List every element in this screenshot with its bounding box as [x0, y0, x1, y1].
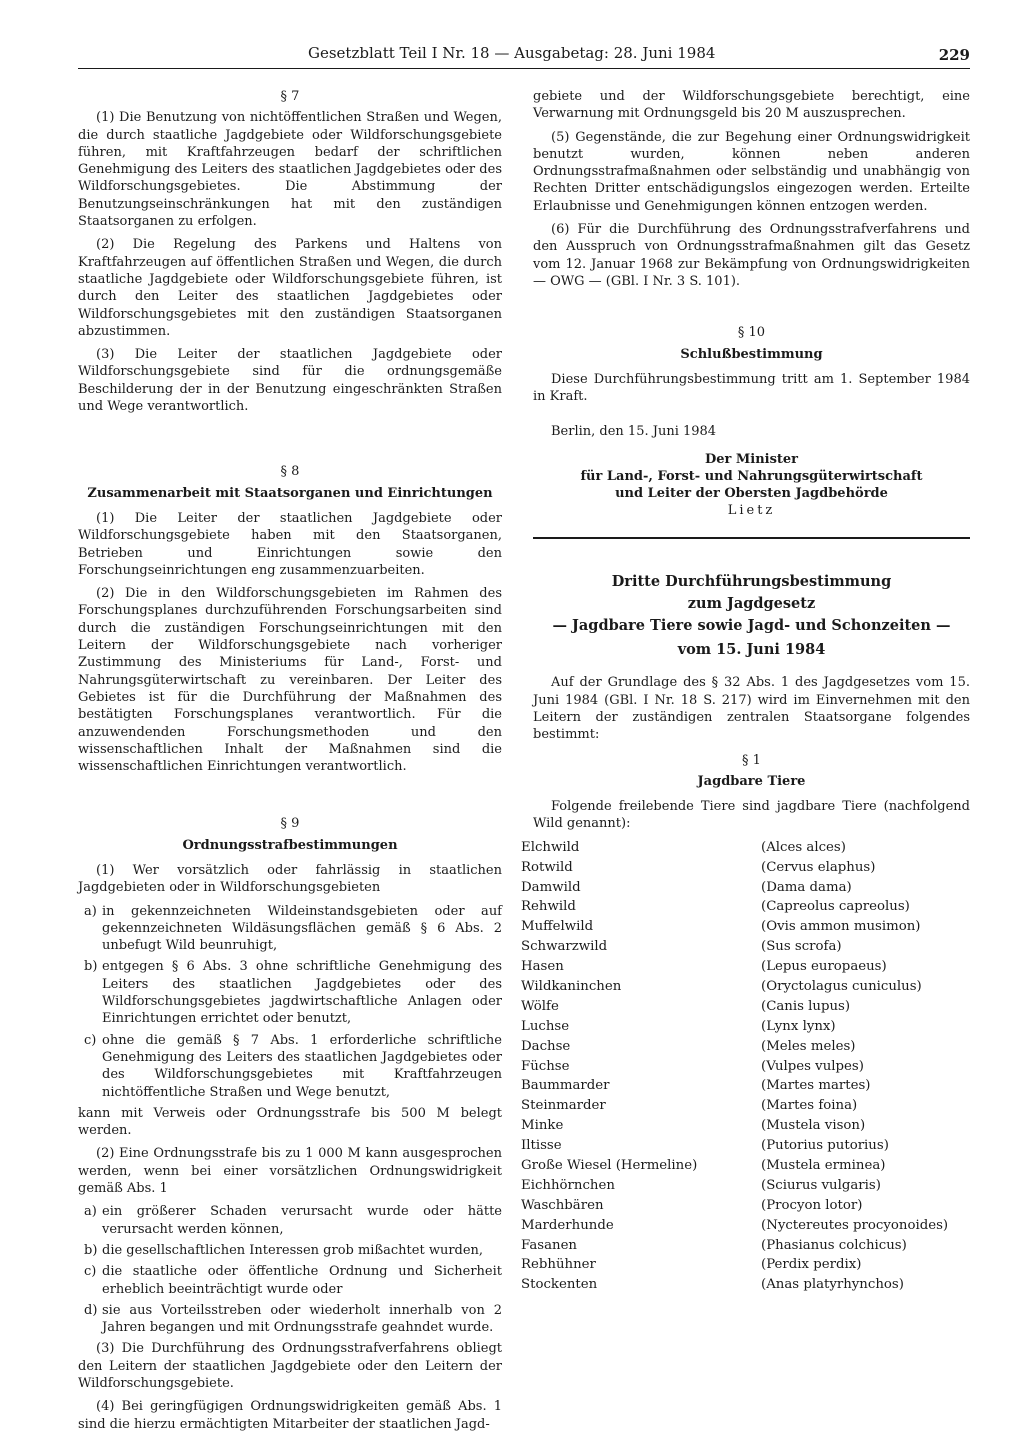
- animal-latin-name: (Lepus europaeus): [761, 959, 887, 975]
- animal-name: Große Wiesel (Hermeline): [521, 1157, 698, 1173]
- animal-name: Luchse: [521, 1018, 570, 1034]
- animal-latin-name: (Mustela erminea): [761, 1157, 886, 1173]
- list-item-text: ein größerer Schaden verursacht wurde oder hätte verursacht werden können,: [102, 1204, 502, 1237]
- animal-name: Minke: [521, 1118, 564, 1134]
- animal-name: Steinmarder: [521, 1098, 606, 1114]
- list-item-label: b): [84, 959, 98, 975]
- animal-latin-name: (Martes foina): [761, 1098, 858, 1114]
- list-item-label: a): [84, 1204, 97, 1220]
- section-7-label: § 7: [280, 89, 300, 104]
- table-row: [521, 1177, 958, 1197]
- animal-latin-name: (Cervus elaphus): [761, 859, 876, 875]
- list-item-label: b): [84, 1242, 98, 1258]
- right-column: [521, 88, 970, 1296]
- table-row: [521, 1117, 958, 1137]
- animal-latin-name: (Anas platyrhynchos): [761, 1277, 904, 1293]
- list-item: [78, 903, 502, 955]
- list-item-text: ohne die gemäß § 7 Abs. 1 erforderliche schriftliche Genehmigung des Leiters des staatlichen Jagdgebietes oder des Wildforschungsgebietes mit Kraftfahrzeugen nichtöffentliche Straßen und Wege benutzt,: [102, 1032, 502, 1100]
- list-item-label: d): [84, 1302, 98, 1318]
- animal-name: Rotwild: [521, 859, 573, 875]
- animal-latin-name: (Vulpes vulpes): [761, 1058, 864, 1074]
- document-title-line-1: Dritte Durchführungsbestimmung: [611, 573, 892, 591]
- list-item: [78, 1203, 502, 1238]
- section-10-paragraph-1: Diese Durchführungsbestimmung tritt am 1. September 1984 in Kraft.: [533, 371, 970, 405]
- list-item-text: die gesellschaftlichen Interessen grob mißachtet wurden,: [102, 1242, 484, 1258]
- section-9-paragraph-4-part-1: (4) Bei geringfügigen Ordnungswidrigkeiten gemäß Abs. 1 sind die hierzu ermächtigten Mitarbeiter der staatlichen Jagd-: [78, 1399, 502, 1432]
- list-item-label: c): [84, 1032, 97, 1048]
- table-row: [521, 1217, 958, 1237]
- animal-latin-name: (Alces alces): [761, 839, 846, 855]
- section-9-paragraph-1-intro: (1) Wer vorsätzlich oder fahrlässig in staatlichen Jagdgebieten oder in Wildforschungsgebieten: [78, 862, 502, 896]
- list-item-text: in gekennzeichneten Wildeinstandsgebieten oder auf gekennzeichneten Wildäsungsflächen gemäß § 6 Abs. 2 unbefugt Wild beunruhigt,: [102, 903, 502, 954]
- animal-name: Baummarder: [521, 1078, 610, 1094]
- animal-name: Hasen: [521, 959, 564, 975]
- list-item-label: c): [84, 1264, 97, 1280]
- page-header: [78, 44, 970, 68]
- animal-name: Fasanen: [521, 1237, 577, 1253]
- animal-name: Eichhörnchen: [521, 1177, 615, 1193]
- animal-latin-name: (Martes martes): [761, 1078, 871, 1094]
- list-item-text: sie aus Vorteilsstreben oder wiederholt innerhalb von 2 Jahren begangen und mit Ordnungsstrafe geahndet wurde.: [102, 1302, 502, 1336]
- signature-line-2: für Land-, Forst- und Nahrungsgüterwirtschaft: [580, 468, 923, 484]
- section-8-paragraph-1: (1) Die Leiter der staatlichen Jagdgebiete oder Wildforschungsgebiete haben mit den Staatsorganen, Betrieben und Einrichtungen sowie den Forschungseinrichtungen eng zusammenzuarbeiten.: [78, 510, 502, 578]
- signature-place-date: Berlin, den 15. Juni 1984: [551, 424, 717, 440]
- animal-name: Rehwild: [521, 899, 576, 915]
- table-row: [521, 1077, 958, 1097]
- header-title: Gesetzblatt Teil I Nr. 18 — Ausgabetag: 28. Juni 1984: [308, 44, 716, 62]
- table-row: [521, 859, 958, 879]
- list-item: [78, 1263, 502, 1298]
- animal-name: Füchse: [521, 1058, 570, 1074]
- animal-latin-name: (Capreolus capreolus): [761, 899, 910, 915]
- section-9-label: § 9: [280, 816, 300, 832]
- table-row: [521, 1018, 958, 1038]
- section-1-label: § 1: [742, 752, 761, 768]
- header-rule: [78, 68, 970, 69]
- section-1-intro: Folgende freilebende Tiere sind jagdbare Tiere (nachfolgend Wild genannt):: [533, 799, 970, 832]
- section-9-paragraph-3: (3) Die Durchführung des Ordnungsstrafverfahrens obliegt den Leitern der staatlichen Jagdgebiete oder den Leitern der Wildforschungsgebiete.: [78, 1341, 502, 1391]
- animal-latin-name: (Procyon lotor): [761, 1197, 863, 1213]
- table-row: [521, 1197, 958, 1217]
- animal-name: Damwild: [521, 879, 581, 895]
- signature-line-1: Der Minister: [704, 451, 799, 467]
- table-row: [521, 958, 958, 978]
- table-row: [521, 1276, 958, 1296]
- signature-line-3: und Leiter der Obersten Jagdbehörde: [615, 485, 888, 501]
- animal-name: Marderhunde: [521, 1217, 614, 1233]
- list-item-text: die staatliche oder öffentliche Ordnung und Sicherheit erheblich beeinträchtigt wurde oder: [102, 1264, 502, 1297]
- section-8-label: § 8: [280, 464, 300, 480]
- section-1-heading: Jagdbare Tiere: [697, 773, 806, 789]
- animal-latin-name: (Canis lupus): [761, 998, 851, 1014]
- table-row: [521, 978, 958, 998]
- table-row: [521, 918, 958, 938]
- table-row: [521, 938, 958, 958]
- table-row: [521, 1256, 958, 1276]
- section-9-paragraph-4-part-2: gebiete und der Wildforschungsgebiete berechtigt, eine Verwarnung mit Ordnungsgeld bis 20 M auszusprechen.: [533, 89, 970, 122]
- animal-latin-name: (Perdix perdix): [761, 1257, 862, 1273]
- section-8-heading: Zusammenarbeit mit Staatsorganen und Einrichtungen: [87, 485, 493, 501]
- table-row: [521, 1058, 958, 1078]
- section-9-paragraph-6: (6) Für die Durchführung des Ordnungsstrafverfahrens und den Ausspruch von Ordnungsstrafmaßnahmen gilt das Gesetz vom 12. Januar 1968 zur Bekämpfung von Ordnungswidrigkeiten — OWG — (GBl. I Nr. 3 S. 101).: [533, 222, 970, 289]
- animal-table: [521, 839, 958, 1296]
- animal-latin-name: (Mustela vison): [761, 1118, 866, 1134]
- animal-name: Wildkaninchen: [521, 978, 622, 994]
- table-row: [521, 998, 958, 1018]
- list-item: [78, 1242, 502, 1259]
- list-item-text: entgegen § 6 Abs. 3 ohne schriftliche Genehmigung des Leiters des staatlichen Jagdgebietes oder des Wildforschungsgebietes jagdwirtschaftliche Anlagen oder Einrichtungen errichtet oder benutzt,: [102, 959, 502, 1027]
- section-8-paragraph-2: (2) Die in den Wildforschungsgebieten im Rahmen des Forschungsplanes durchzuführenden Forschungsarbeiten sind durch die zuständigen Forschungseinrichtungen mit den Leitern der Wildforschungsgebiete nach vorheriger Zustimmung des Ministeriums für Land-, Forst- und Nahrungsgüterwirtschaft zu vereinbaren. Der Leiter des Gebietes ist für die Durchführung der Maßnahmen des bestätigten Forschungsplanes verantwortlich. Für die anzuwendenden Forschungsmethoden und den wissenschaftlichen Inhalt der Maßnahmen sind die wissenschaftlichen Einrichtungen verantwortlich.: [78, 586, 502, 775]
- animal-latin-name: (Nyctereutes procyonoides): [761, 1217, 949, 1233]
- animal-name: Schwarzwild: [521, 939, 608, 955]
- document-title-line-2: zum Jagdgesetz: [687, 595, 816, 613]
- table-row: [521, 898, 958, 918]
- animal-latin-name: (Putorius putorius): [761, 1138, 889, 1154]
- animal-name: Waschbären: [521, 1197, 604, 1213]
- animal-name: Dachse: [521, 1038, 571, 1054]
- animal-latin-name: (Meles meles): [761, 1038, 856, 1054]
- document-title-line-3: — Jagdbare Tiere sowie Jagd- und Schonzeiten —: [552, 617, 951, 635]
- animal-name: Muffelwild: [521, 919, 594, 935]
- animal-name: Rebhühner: [521, 1257, 596, 1273]
- animal-name: Iltisse: [521, 1138, 562, 1154]
- animal-name: Elchwild: [521, 839, 580, 855]
- animal-latin-name: (Sciurus vulgaris): [761, 1177, 881, 1193]
- list-item-label: a): [84, 903, 97, 919]
- table-row: [521, 1137, 958, 1157]
- animal-name: Wölfe: [521, 998, 559, 1014]
- table-row: [521, 839, 958, 859]
- list-item: [78, 1302, 502, 1337]
- document-preamble: Auf der Grundlage des § 32 Abs. 1 des Jagdgesetzes vom 15. Juni 1984 (GBl. I Nr. 18 S. 217) wird im Einvernehmen mit den Leitern der zuständigen zentralen Staatsorgane folgendes bestimmt:: [533, 675, 970, 743]
- table-row: [521, 1157, 958, 1177]
- document-date: vom 15. Juni 1984: [677, 641, 826, 659]
- section-9-heading: Ordnungsstrafbestimmungen: [182, 837, 398, 853]
- section-7-paragraph-3: (3) Die Leiter der staatlichen Jagdgebiete oder Wildforschungsgebiete sind für die ordnungsgemäße Beschilderung der in der Benutzung eingeschränkten Straßen und Wege verantwortlich.: [78, 347, 502, 415]
- section-7-paragraph-2: (2) Die Regelung des Parkens und Haltens von Kraftfahrzeugen auf öffentlichen Straßen und Wegen, die durch staatliche Jagdgebiete oder Wildforschungsgebiete führen, ist durch den Leiter des staatlichen Jagdgebietes oder Wildforschungsgebietes mit den zuständigen Staatsorganen abzustimmen.: [78, 237, 502, 339]
- left-column: [78, 88, 502, 1439]
- section-7-paragraph-1: (1) Die Benutzung von nichtöffentlichen Straßen und Wegen, die durch staatliche Jagdgebiete oder Wildforschungsgebiete führen, mit Kraftfahrzeugen bedarf der schriftlichen Genehmigung des Leiters des staatlichen Jagdgebietes oder des Wildforschungsgebietes. Die Abstimmung der Benutzungseinschränkungen hat mit den zuständigen Staatsorganen zu erfolgen.: [78, 110, 502, 230]
- section-divider: [533, 537, 970, 539]
- animal-name: Stockenten: [521, 1277, 598, 1293]
- table-row: [521, 1038, 958, 1058]
- animal-latin-name: (Phasianus colchicus): [761, 1237, 907, 1253]
- animal-latin-name: (Sus scrofa): [761, 939, 842, 955]
- section-9-paragraph-1-outro: kann mit Verweis oder Ordnungsstrafe bis 500 M belegt werden.: [78, 1105, 502, 1139]
- signature-name: Lietz: [727, 502, 776, 518]
- section-9-paragraph-2-intro: (2) Eine Ordnungsstrafe bis zu 1 000 M kann ausgesprochen werden, wenn bei einer vorsätzlichen Ordnungswidrigkeit gemäß Abs. 1: [78, 1146, 502, 1197]
- table-row: [521, 879, 958, 899]
- table-row: [521, 1237, 958, 1257]
- table-row: [521, 1097, 958, 1117]
- list-item: [78, 958, 502, 1027]
- animal-latin-name: (Ovis ammon musimon): [761, 919, 921, 935]
- animal-latin-name: (Dama dama): [761, 879, 852, 895]
- section-10-heading: Schlußbestimmung: [680, 346, 823, 362]
- list-item: [78, 1032, 502, 1101]
- section-10-label: § 10: [737, 325, 766, 341]
- section-9-paragraph-5: (5) Gegenstände, die zur Begehung einer Ordnungswidrigkeit benutzt wurden, können neben anderen Ordnungsstrafmaßnahmen oder selbständig und unabhängig von Rechten Dritter entschädigungslos eingezogen werden. Erteilte Erlaubnisse und Genehmigungen können entzogen werden.: [533, 129, 970, 214]
- animal-latin-name: (Oryctolagus cuniculus): [761, 978, 922, 994]
- page-number: 229: [938, 46, 970, 64]
- animal-latin-name: (Lynx lynx): [761, 1018, 836, 1034]
